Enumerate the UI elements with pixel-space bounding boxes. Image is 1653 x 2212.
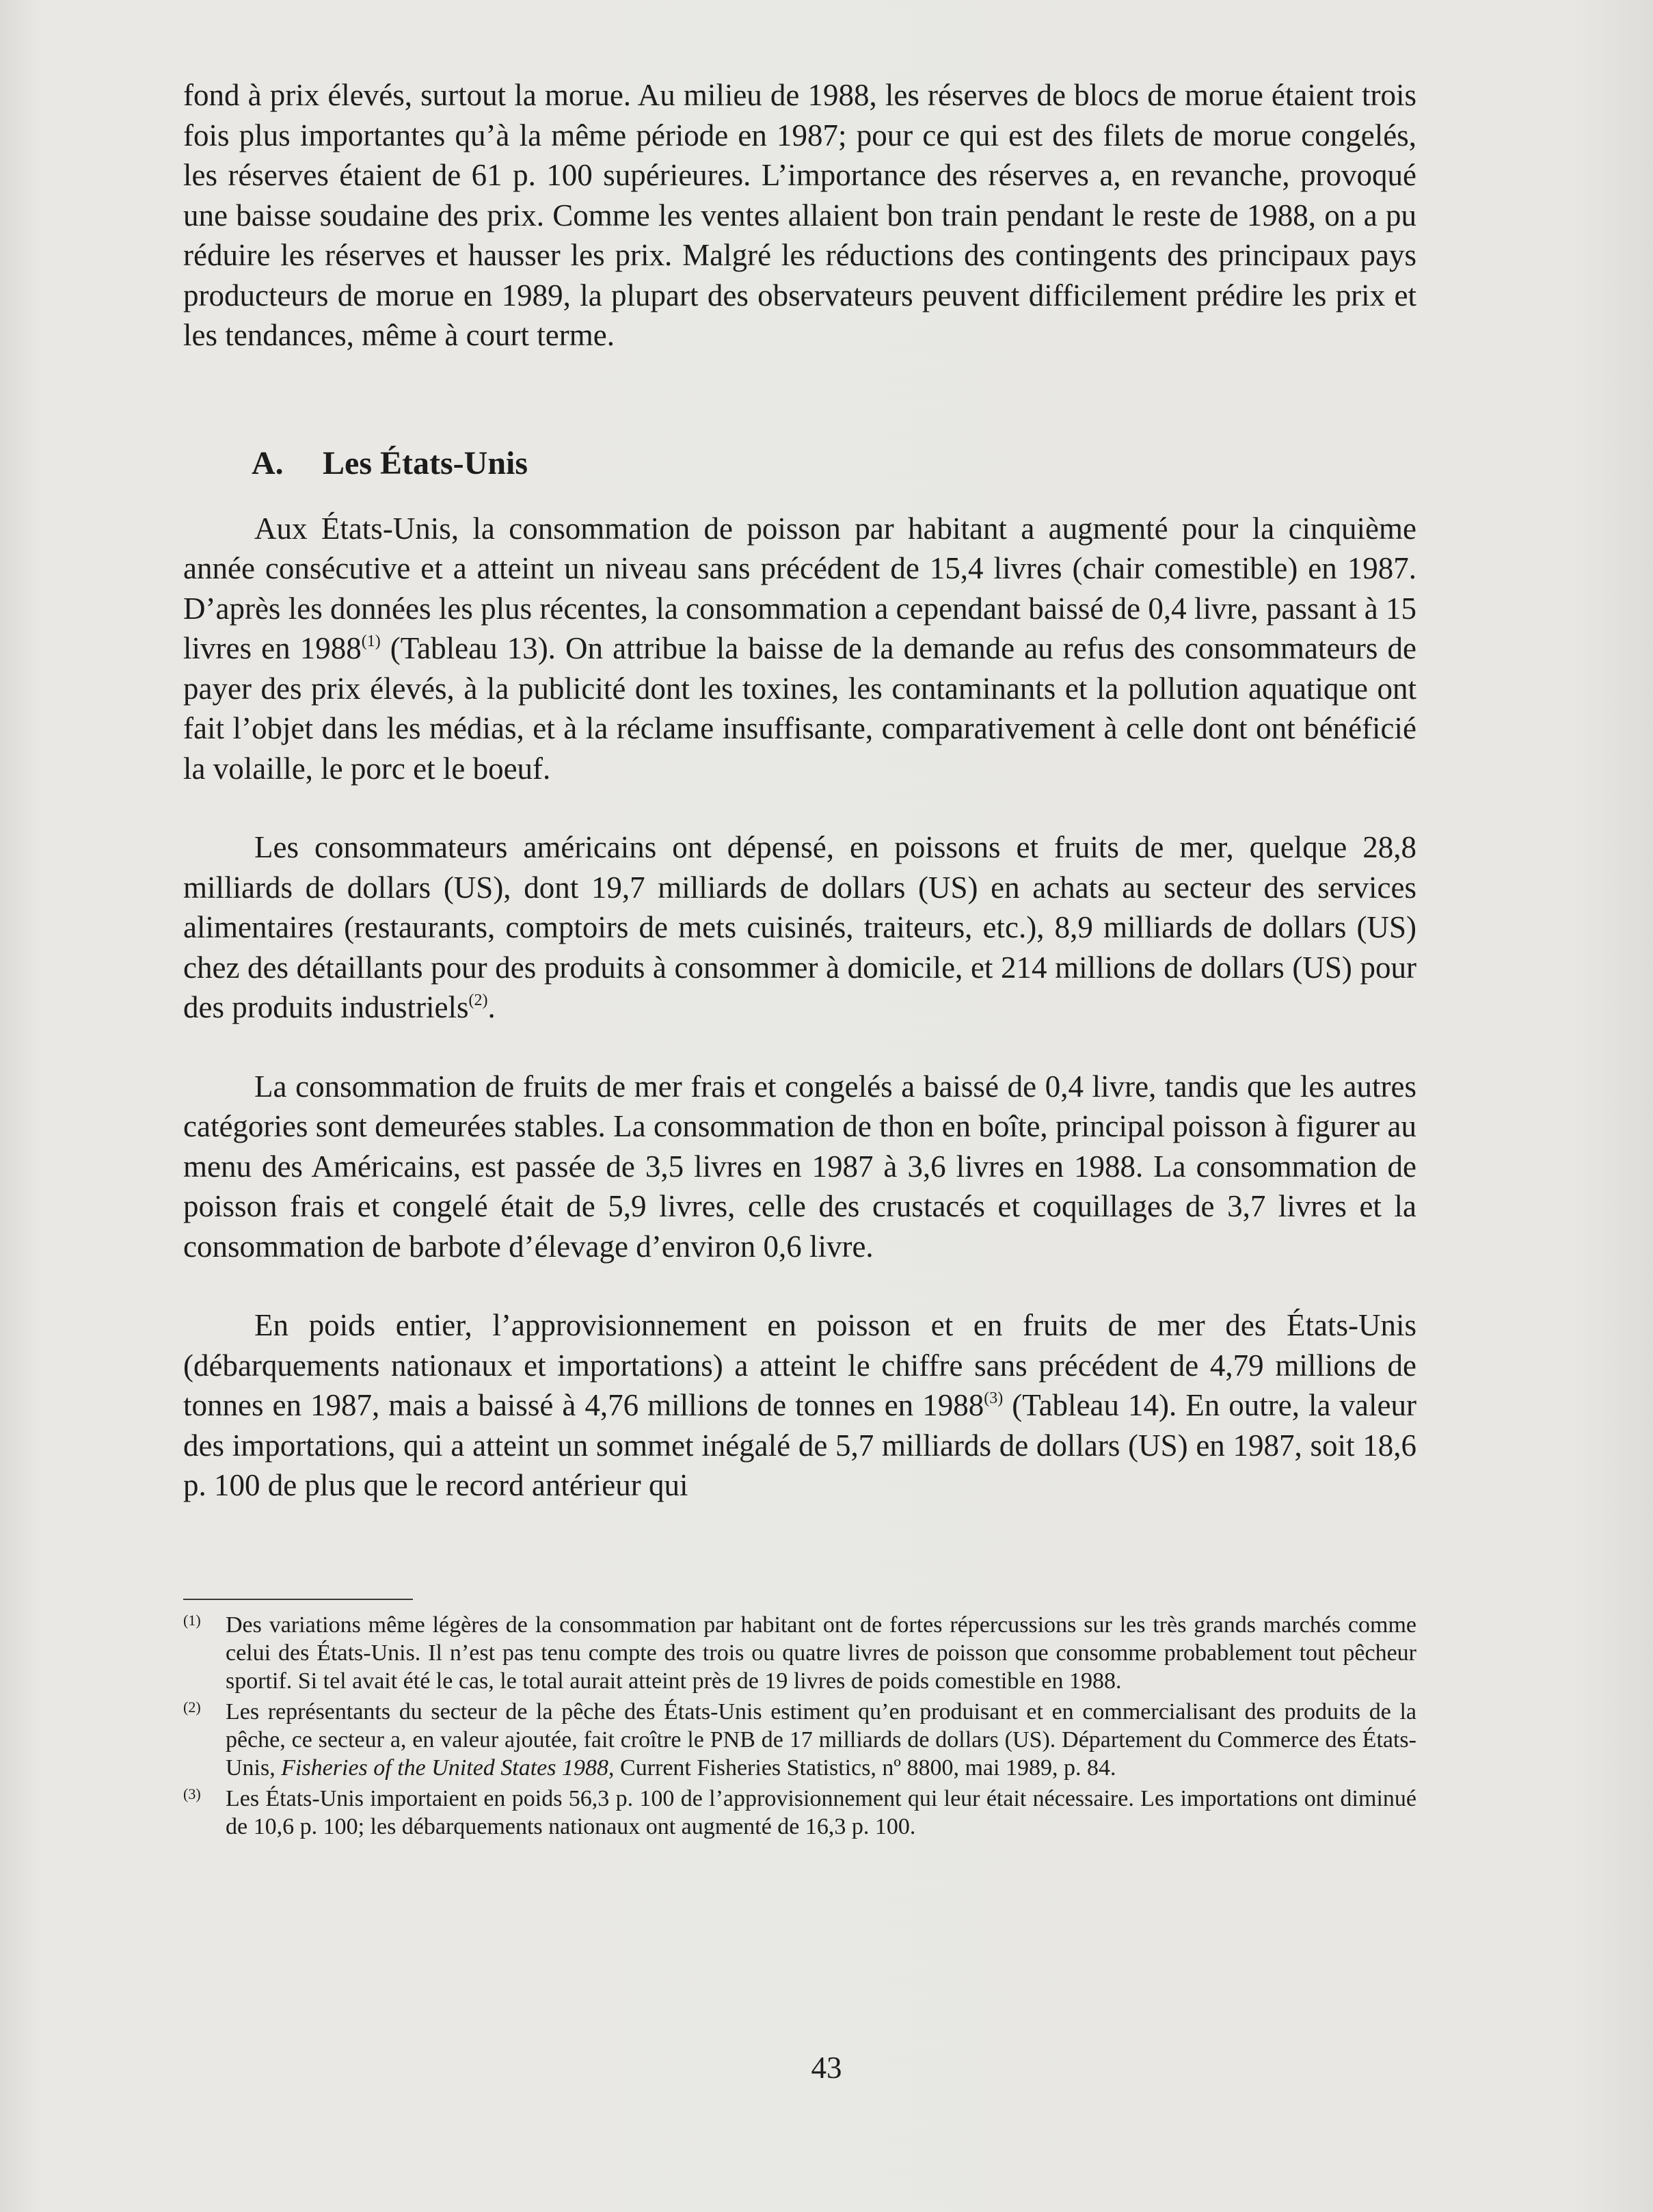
- footnote-mark: (3): [183, 1785, 201, 1802]
- paragraph-text: .: [487, 990, 496, 1024]
- paragraph-categories: La consommation de fruits de mer frais et congelés a baissé de 0,4 livre, tandis que les autres catégories sont demeurées stables. La consommation de thon en boîte, principal poisson à figurer au menu des Américains, est passée de 3,5 livres en 1987 à 3,6 livres en 1988. La consommation de poisson frais et congelé était de 5,9 livres, celle des crustacés et coquillages de 3,7 livres et la consommation de barbote d’élevage d’environ 0,6 livre.: [183, 1069, 1416, 1264]
- footnote-text: Les représentants du secteur de la pêche des États-Unis estiment qu’en produisant et en commercialisant des produits de la pêche, ce secteur a, en valeur ajoutée, fait croître le PNB de 17 milliards de dollars (US). Département du Commerce des États-Unis,: [226, 1698, 1416, 1781]
- footnote-2: [183, 1698, 1416, 1782]
- paragraph-consumption: [183, 509, 1416, 789]
- paragraph-spending: [183, 827, 1416, 1028]
- footnote-mark: (1): [183, 1611, 201, 1629]
- footnote-text: , Current Fisheries Statistics, nº 8800, mai 1989, p. 84.: [608, 1755, 1116, 1781]
- footnote-text: Les États-Unis importaient en poids 56,3 p. 100 de l’approvisionnement qui leur était nécessaire. Les importations ont diminué de 10,6 p. 100; les débarquements nationaux ont augmenté de 16,3 p. 100.: [226, 1785, 1416, 1839]
- intro-paragraph: fond à prix élevés, surtout la morue. Au milieu de 1988, les réserves de blocs de morue étaient trois fois plus importantes qu’à la même période en 1987; pour ce qui est des filets de morue congelés, les réserves étaient de 61 p. 100 supérieures. L’importance des réserves a, en revanche, provoqué une baisse soudaine des prix. Comme les ventes allaient bon train pendant le reste de 1988, on a pu réduire les réserves et hausser les prix. Malgré les réductions des contingents des principaux pays producteurs de morue en 1989, la plupart des observateurs peuvent difficilement prédire les prix et les tendances, même à court terme.: [183, 78, 1416, 352]
- paragraph-text: Les consommateurs américains ont dépensé, en poissons et fruits de mer, quelque 28,8 milliards de dollars (US), dont 19,7 milliards de dollars (US) en achats au secteur des services alimentaires (restaurants, comptoirs de mets cuisinés, traiteurs, etc.), 8,9 milliards de dollars (US) chez des détaillants pour des produits à consommer à domicile, et 214 millions de dollars (US) pour des produits industriels: [183, 830, 1416, 1024]
- footnote-ref-1: (1): [361, 632, 381, 650]
- publication-title: Fisheries of the United States 1988: [281, 1755, 609, 1781]
- paragraph-text: (Tableau 14). En outre, la valeur des importations, qui a atteint un sommet inégalé de 5,7 milliards de dollars (US) en 1987, soit 18,6 p. 100 de plus que le record antérieur qui: [183, 1388, 1416, 1502]
- footnote-3: [183, 1785, 1416, 1841]
- page-body: [183, 75, 1416, 1843]
- footnote-ref-2: (2): [468, 991, 488, 1009]
- section-heading: [252, 442, 1416, 485]
- footnote-divider: [183, 1599, 413, 1600]
- section-title: Les États-Unis: [323, 444, 528, 481]
- paragraph-supply: [183, 1305, 1416, 1506]
- paragraph-text: Aux États-Unis, la consommation de poisson par habitant a augmenté pour la cinquième année consécutive et a atteint un niveau sans précédent de 15,4 livres (chair comestible) en 1987. D’après les données les plus récentes, la consommation a cependant baissé de 0,4 livre, passant à 15 livres en 1988: [183, 511, 1416, 665]
- footnote-ref-3: (3): [984, 1389, 1004, 1407]
- footnote-1: [183, 1611, 1416, 1695]
- paragraph-text: (Tableau 13). On attribue la baisse de la demande au refus des consommateurs de payer des prix élevés, à la publicité dont les toxines, les contaminants et la pollution aquatique ont fait l’objet dans les médias, et à la réclame insuffisante, comparativement à celle dont ont bénéficié la volaille, le porc et le boeuf.: [183, 631, 1416, 786]
- section-letter: A.: [252, 444, 284, 481]
- footnotes: [183, 1611, 1416, 1841]
- paragraph-text: En poids entier, l’approvisionnement en poisson et en fruits de mer des États-Unis (débarquements nationaux et importations) a atteint le chiffre sans précédent de 4,79 millions de tonnes en 1987, mais a baissé à 4,76 millions de tonnes en 1988: [183, 1308, 1416, 1422]
- footnote-text: Des variations même légères de la consommation par habitant ont de fortes répercussions sur les très grands marchés comme celui des États-Unis. Il n’est pas tenu compte des trois ou quatre livres de poisson que consomme probablement tout pêcheur sportif. Si tel avait été le cas, le total aurait atteint près de 19 livres de poids comestible en 1988.: [226, 1612, 1416, 1694]
- footnote-mark: (2): [183, 1698, 201, 1716]
- page-number: 43: [811, 2051, 842, 2085]
